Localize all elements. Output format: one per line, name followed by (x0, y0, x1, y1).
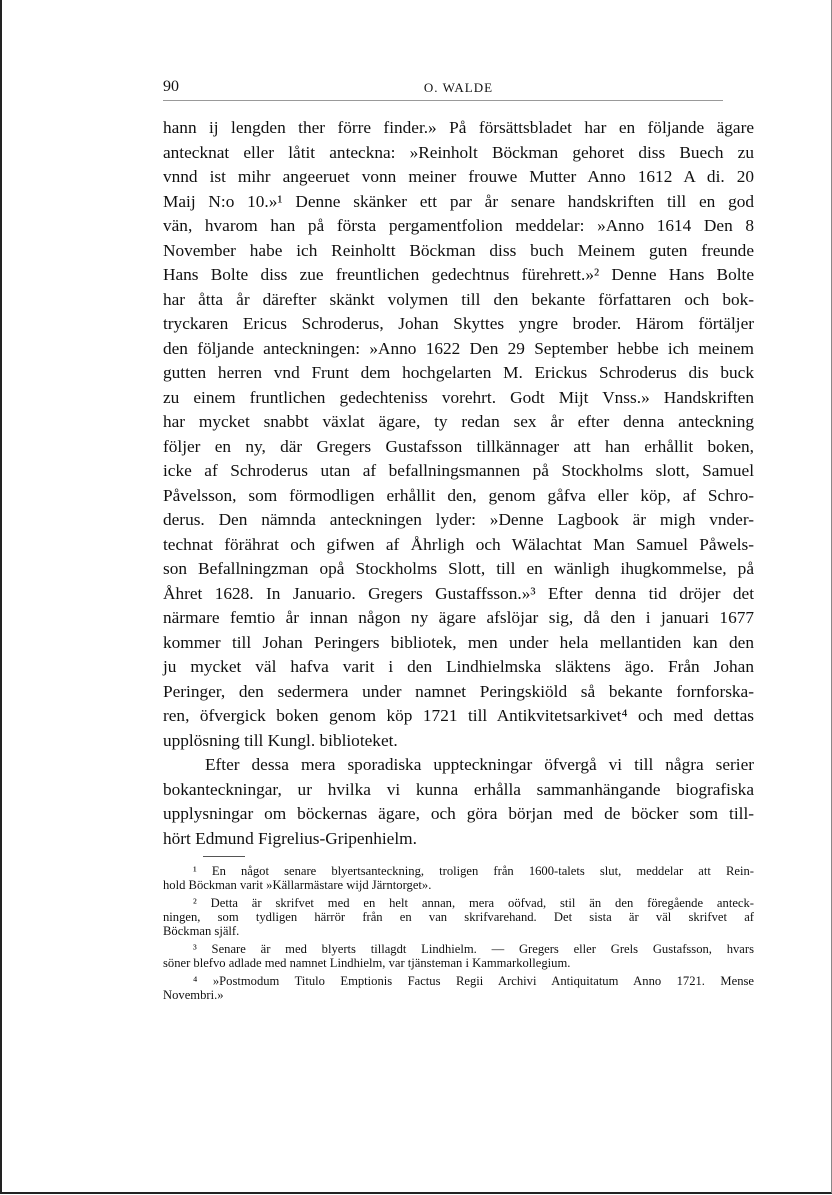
text-line: November habe ich Reinholtt Böckman diss buch Meinem guten freunde (163, 240, 754, 260)
text-line: upplysningar om böckernas ägare, och göra början med de böcker som till- (163, 804, 754, 823)
text-line: Efter dessa mera sporadiska uppteckningar öfvergå vi till några serier (205, 755, 754, 774)
footnote-1 (163, 864, 754, 892)
header-rule (163, 100, 723, 101)
text-line: ³ Senare är med blyerts tillagdt Lindhielm. — Gregers eller Grels Gustafsson, hvars (193, 942, 754, 956)
text-line: den följande anteckningen: »Anno 1622 Den 29 September hebbe ich meinem (163, 338, 754, 358)
text-line: technat förährat och gifwen af Åhrligh och Wälachtat Man Samuel Påwels- (163, 534, 754, 554)
text-line: upplösning till Kungl. biblioteket. (163, 730, 398, 750)
text-line: vän, hvarom han på första pergamentfolion meddelar: »Anno 1614 Den 8 (163, 216, 754, 235)
text-line: icke af Schroderus utan af befallningsmannen på Stockholms slott, Samuel (163, 461, 754, 480)
text-line: tryckaren Ericus Schroderus, Johan Skyttes yngre broder. Härom förtäljer (163, 314, 754, 333)
text-line: har mycket snabbt växlat ägare, ty redan sex år efter denna anteckning (163, 412, 754, 431)
body-paragraph-2 (163, 753, 754, 851)
body-paragraph-1 (163, 116, 754, 753)
text-line: närmare femtio år innan någon ny ägare afslöjar sig, då den i januari 1677 (163, 608, 754, 627)
text-line: derus. Den nämnda anteckningen lyder: »Denne Lagbook är migh vnder- (163, 510, 754, 529)
text-line: har åtta år därefter skänkt volymen till den bekante författaren och bok- (163, 289, 754, 309)
page-number: 90 (163, 78, 179, 95)
text-line: gutten herren vnd Frunt dem hochgelarten M. Erickus Schroderus dis buck (163, 363, 754, 382)
footnote-2 (163, 896, 754, 938)
text-line: ² Detta är skrifvet med en helt annan, mera oöfvad, stil än den föregående anteck- (193, 896, 754, 910)
text-line: följer en ny, där Gregers Gustafsson tillkännager att han erhållit boken, (163, 436, 754, 456)
text-line: ren, öfvergick boken genom köp 1721 till Antikvitetsarkivet⁴ och med dettas (163, 706, 754, 725)
text-line: Novembri.» (163, 988, 224, 1002)
footnote-3 (163, 942, 754, 970)
text-line: Hans Bolte diss zue freuntlichen gedechtnus fürehrett.»² Denne Hans Bolte (163, 265, 754, 284)
text-line: Peringer, den sedermera under namnet Peringskiöld så bekante fornforska- (163, 681, 754, 701)
text-line: zu einem fruntlichen gedechteniss vorehrt. Godt Mijt Vnss.» Handskriften (163, 387, 754, 407)
text-line: vnnd ist mihr angeeruet vonn meiner frouwe Mutter Anno 1612 A di. 20 (163, 167, 754, 186)
text-line: ⁴ »Postmodum Titulo Emptionis Factus Regii Archivi Antiquitatum Anno 1721. Mense (193, 974, 754, 988)
footnote-4 (163, 974, 754, 1002)
text-line: antecknat eller låtit anteckna: »Reinholt Böckman gehoret diss Buech zu (163, 142, 754, 162)
text-line: bokanteckningar, ur hvilka vi kunna erhålla sammanhängande biografiska (163, 779, 754, 799)
text-line: hold Böckman varit »Källarmästare wijd Järntorget». (163, 878, 432, 892)
text-line: ju mycket väl hafva varit i den Lindhielmska släktens ägo. Från Johan (163, 657, 754, 676)
text-line: Maij N:o 10.»¹ Denne skänker ett par år senare handskriften till en god (163, 191, 754, 211)
text-line: ¹ En något senare blyertsanteckning, troligen från 1600-talets slut, meddelar att Rein- (193, 864, 754, 878)
text-line: kommer till Johan Peringers bibliotek, men under hela mellantiden kan den (163, 632, 754, 652)
text-line: Åhret 1628. In Januario. Gregers Gustaffsson.»³ Efter denna tid dröjer det (163, 583, 754, 603)
footnotes (163, 864, 754, 1006)
footnote-separator (203, 856, 245, 857)
text-line: ningen, som tydligen härrör från en van skrifvarehand. Det sista är väl skrifvet af (163, 910, 754, 924)
text-line: söner blefvo adlade med namnet Lindhielm, var tjänsteman i Kammarkollegium. (163, 956, 571, 970)
running-title: O. WALDE (423, 80, 494, 95)
text-line: Påvelsson, som förmodligen erhållit den, genom gåfva eller köp, af Schro- (163, 485, 754, 505)
text-line: Böckman själf. (163, 924, 240, 938)
text-line: hört Edmund Figrelius-Gripenhielm. (163, 828, 417, 848)
text-line: son Befallningzman opå Stockholms Slott, till en wänligh ihugkommelse, på (163, 559, 754, 578)
text-line: hann ij lengden ther förre finder.» På försättsbladet har en följande ägare (163, 118, 754, 137)
page-header (163, 78, 754, 100)
